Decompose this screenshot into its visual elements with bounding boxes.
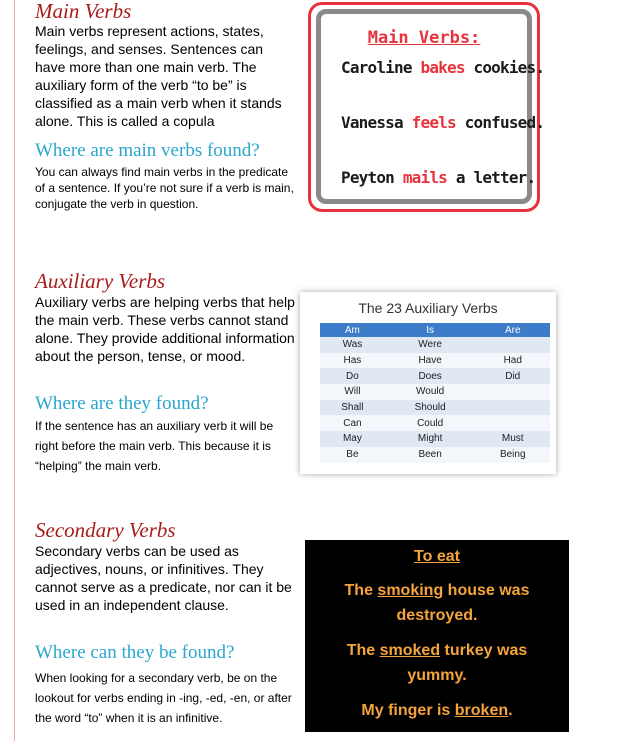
table-cell: Were [385,337,476,353]
example-verb: smoked [379,642,441,659]
table-row [320,368,550,384]
example-subject: Vanessa [341,113,412,132]
table-header-row [320,323,550,337]
example-text: The [346,642,380,659]
secondary-example-to-eat [305,546,569,568]
example-text: My finger is [361,702,455,719]
table-cell: Would [385,384,476,400]
auxiliary-table-title: The 23 Auxiliary Verbs [358,300,498,316]
example-verb: bakes [420,58,465,77]
example-text: . [508,702,513,719]
auxiliary-verbs-heading: Auxiliary Verbs [35,269,166,293]
table-header-cell: Are [475,323,550,337]
example-text: The [344,582,378,599]
table-cell: Can [320,415,385,431]
table-cell: Could [385,415,476,431]
table-row [320,431,550,447]
table-cell: Was [320,337,385,353]
table-cell [475,415,550,431]
example-text: turkey was [440,642,528,659]
table-cell: Do [320,368,385,384]
main-verbs-example-box [308,2,545,212]
table-row [320,415,550,431]
secondary-example-2-line1 [305,640,569,662]
table-row [320,337,550,353]
table-cell: Has [320,353,385,369]
table-header-cell: Am [320,323,385,337]
main-verb-example-2 [341,113,544,132]
table-cell: Had [475,353,550,369]
table-row [320,400,550,416]
table-cell: Does [385,368,476,384]
table-cell: Been [385,447,476,463]
auxiliary-verbs-table-image [300,292,556,474]
table-cell [475,337,550,353]
table-cell [475,384,550,400]
main-verb-example-1 [341,58,544,77]
main-verb-example-3 [341,168,535,187]
infinitive-example: To eat [414,548,460,565]
main-verbs-subheading: Where are main verbs found? [35,140,260,161]
table-cell: Be [320,447,385,463]
secondary-example-1-line2: destroyed. [396,607,478,624]
table-row [320,353,550,369]
main-verbs-body: Main verbs represent actions, states, feelings, and senses. Sentences can have more than one main verb. The auxiliary form of the verb “to be” is classified as a main verb when it stands alone. This is called a copula [35,23,282,129]
table-cell: Have [385,353,476,369]
main-verbs-example-inner [316,9,545,204]
example-rest: confused. [455,113,545,132]
table-row [320,384,550,400]
example-verb: broken [454,702,509,719]
example-subject: Caroline [341,58,421,77]
example-text: house was [443,582,530,599]
table-cell [475,400,550,416]
example-verb: smoking [377,582,444,599]
example-verb: feels [411,113,456,132]
table-cell: Will [320,384,385,400]
example-verb: mails [402,168,448,187]
auxiliary-verbs-body: Auxiliary verbs are helping verbs that help the main verb. These verbs cannot stand alone. They provide additional information about the person, tense, or mood. [35,294,295,364]
secondary-verbs-heading: Secondary Verbs [35,518,176,542]
table-cell: Must [475,431,550,447]
main-verbs-detail: You can always find main verbs in the predicate of a sentence. If you’re not sure if a verb is main, conjugate the verb in question. [35,165,294,211]
secondary-verbs-detail: When looking for a secondary verb, be on the lookout for verbs ending in -ing, -ed, -en, or after the word “to” when it is an infinitive. [35,671,292,725]
example-subject: Peyton [341,168,403,187]
auxiliary-verbs-detail: If the sentence has an auxiliary verb it will be right before the main verb. This because it is “helping” the main verb. [35,419,274,473]
table-row [320,447,550,463]
main-verbs-heading: Main Verbs [35,0,132,23]
auxiliary-verbs-table [320,323,550,463]
secondary-verbs-subheading: Where can they be found? [35,642,235,663]
example-rest: cookies. [464,58,545,77]
secondary-example-2-line2: yummy. [407,667,467,684]
auxiliary-verbs-subheading: Where are they found? [35,393,209,414]
page-margin-line [14,0,15,741]
secondary-verbs-example-box [305,540,569,732]
secondary-example-3 [305,700,569,722]
table-cell: Might [385,431,476,447]
table-header-cell: Is [385,323,476,337]
table-cell: Being [475,447,550,463]
table-cell: Should [385,400,476,416]
secondary-example-1-line1 [305,580,569,602]
main-verbs-box-title: Main Verbs: [367,28,481,48]
table-cell: Did [475,368,550,384]
table-cell: May [320,431,385,447]
example-rest: a letter. [447,168,536,187]
secondary-verbs-body: Secondary verbs can be used as adjectives, nouns, or infinitives. They cannot serve as a predicate, nor can it be used in an independent clause. [35,543,292,613]
table-cell: Shall [320,400,385,416]
